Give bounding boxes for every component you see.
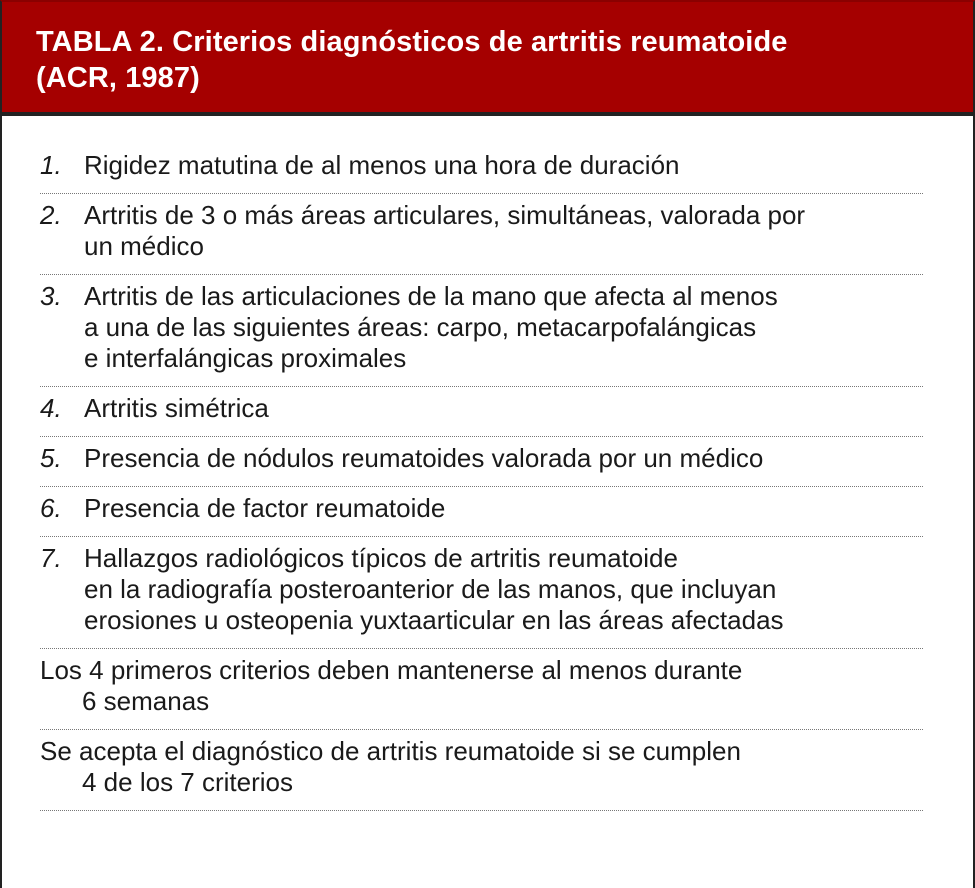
criterion-text: en la radiografía posteroanterior de las manos, que incluyan xyxy=(84,574,777,604)
criterion-text: Artritis de 3 o más áreas articulares, simultáneas, valorada por xyxy=(84,200,806,230)
criterion-number: 1. xyxy=(40,150,62,180)
note-row-2 xyxy=(40,730,923,811)
criterion-row-3 xyxy=(40,275,923,387)
note-text: Los 4 primeros criterios deben mantenerse al menos durante xyxy=(40,655,743,685)
note-row-1 xyxy=(40,649,923,730)
table-body xyxy=(2,116,973,811)
criterion-number: 7. xyxy=(40,543,62,573)
criterion-number: 6. xyxy=(40,493,62,523)
criterion-text: Presencia de factor reumatoide xyxy=(84,493,446,523)
criterion-text: erosiones u osteopenia yuxtaarticular en las áreas afectadas xyxy=(84,605,784,635)
note-text: 4 de los 7 criterios xyxy=(82,767,293,797)
criterion-text: Artritis de las articulaciones de la mano que afecta al menos xyxy=(84,281,778,311)
table-title-line-1: TABLA 2. Criterios diagnósticos de artritis reumatoide xyxy=(36,26,788,58)
criterion-row-5 xyxy=(40,437,923,487)
table-title-line-2: (ACR, 1987) xyxy=(36,62,200,94)
criterion-text: Presencia de nódulos reumatoides valorada por un médico xyxy=(84,443,764,473)
criterion-number: 5. xyxy=(40,443,62,473)
table-header xyxy=(2,2,973,116)
criterion-number: 4. xyxy=(40,393,62,423)
criterion-text: Rigidez matutina de al menos una hora de duración xyxy=(84,150,680,180)
criterion-number: 3. xyxy=(40,281,62,311)
criterion-row-7 xyxy=(40,537,923,649)
criterion-row-1 xyxy=(40,144,923,194)
note-text: 6 semanas xyxy=(82,686,210,716)
criterion-text: Artritis simétrica xyxy=(84,393,269,423)
criterion-text: e interfalángicas proximales xyxy=(84,343,407,373)
criterion-row-2 xyxy=(40,194,923,275)
criterion-text: a una de las siguientes áreas: carpo, metacarpofalángicas xyxy=(84,312,757,342)
table-title xyxy=(36,24,943,96)
criterion-number: 2. xyxy=(40,200,62,230)
note-text: Se acepta el diagnóstico de artritis reumatoide si se cumplen xyxy=(40,736,741,766)
criterion-text: Hallazgos radiológicos típicos de artritis reumatoide xyxy=(84,543,678,573)
criterion-row-6 xyxy=(40,487,923,537)
criterion-row-4 xyxy=(40,387,923,437)
criterion-text: un médico xyxy=(84,231,204,261)
